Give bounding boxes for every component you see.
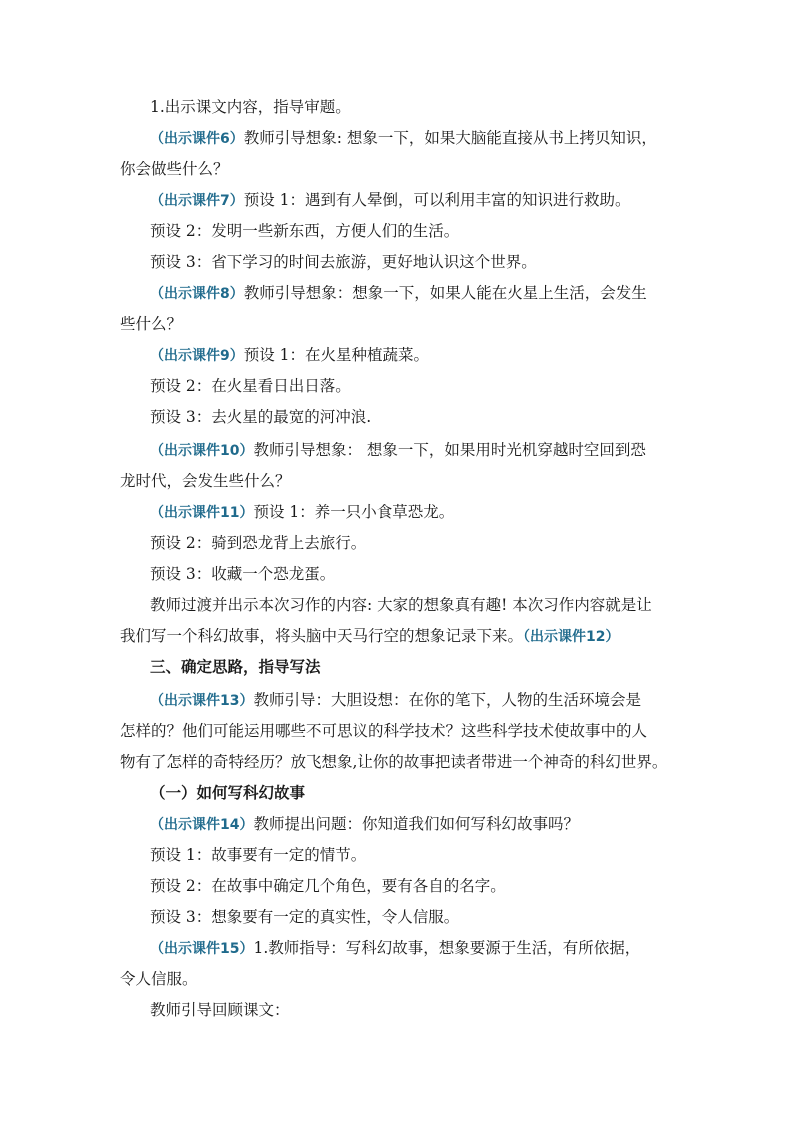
courseware-tag: （出示课件10） (150, 443, 254, 459)
section-heading: 三、确定思路，指导写法 (150, 658, 321, 676)
subsection-heading: （一）如何写科幻故事 (150, 784, 306, 802)
paragraph-line: 龙时代，会发生些什么？ (120, 472, 291, 490)
paragraph-line: 预设 3：收藏一个恐龙蛋。 (150, 565, 336, 583)
paragraph-line: 预设 2：在火星看日出日落。 (150, 377, 351, 395)
courseware-tag: （出示课件9） (150, 348, 244, 364)
paragraph-line: 预设 2：骑到恐龙背上去旅行。 (150, 534, 367, 552)
paragraph-line: 些什么？ (120, 315, 183, 333)
paragraph-line: （出示课件6）教师引导想象: 想象一下，如果大脑能直接从书上拷贝知识， (150, 129, 657, 147)
paragraph-line: （出示课件11）预设 1：养一只小食草恐龙。 (150, 503, 455, 521)
paragraph-line: 你会做些什么？ (120, 160, 229, 178)
paragraph-line: （出示课件15）1.教师指导：写科幻故事，想象要源于生活，有所依据， (150, 939, 641, 957)
paragraph-line: 物有了怎样的奇特经历？放飞想象,让你的故事把读者带进一个神奇的科幻世界。 (120, 753, 668, 771)
courseware-tag: （出示课件12） (523, 629, 620, 645)
paragraph-line: 令人信服。 (120, 970, 198, 988)
courseware-tag: （出示课件8） (150, 286, 244, 302)
paragraph-line: 预设 3：去火星的最宽的河冲浪. (150, 408, 372, 426)
paragraph-line: （出示课件8）教师引导想象：想象一下，如果人能在火星上生活，会发生 (150, 284, 647, 302)
courseware-tag: （出示课件7） (150, 193, 244, 209)
courseware-tag: （出示课件15） (150, 941, 254, 957)
paragraph-line: 我们写一个科幻故事，将头脑中天马行空的想象记录下来。（出示课件12） (120, 627, 620, 645)
courseware-tag: （出示课件13） (150, 693, 254, 709)
paragraph-line: 教师过渡并出示本次习作的内容: 大家的想象真有趣! 本次习作内容就是让 (150, 596, 652, 614)
courseware-tag: （出示课件11） (150, 505, 254, 521)
paragraph-line: 1.出示课文内容，指导审题。 (150, 98, 351, 116)
courseware-tag: （出示课件6） (150, 131, 244, 147)
courseware-tag: （出示课件14） (150, 817, 254, 833)
paragraph-line: （出示课件14）教师提出问题：你知道我们如何写科幻故事吗？ (150, 815, 579, 833)
paragraph-line: （出示课件7）预设 1：遇到有人晕倒，可以利用丰富的知识进行救助。 (150, 191, 631, 209)
paragraph-line: 预设 3：省下学习的时间去旅游，更好地认识这个世界。 (150, 253, 537, 271)
paragraph-line: （出示课件9）预设 1：在火星种植蔬菜。 (150, 346, 430, 364)
paragraph-line: （出示课件13）教师引导：大胆设想：在你的笔下，人物的生活环境会是 (150, 691, 641, 709)
paragraph-line: 预设 3：想象要有一定的真实性，令人信服。 (150, 908, 460, 926)
paragraph-line: 怎样的？他们可能运用哪些不可思议的科学技术？这些科学技术使故事中的人 (120, 722, 648, 740)
paragraph-line: 教师引导回顾课文： (150, 1001, 290, 1019)
paragraph-line: （出示课件10）教师引导想象： 想象一下，如果用时光机穿越时空回到恐 (150, 441, 646, 459)
paragraph-line: 预设 2：发明一些新东西，方便人们的生活。 (150, 222, 460, 240)
paragraph-line: 预设 2：在故事中确定几个角色，要有各自的名字。 (150, 877, 506, 895)
paragraph-line: 预设 1：故事要有一定的情节。 (150, 846, 367, 864)
